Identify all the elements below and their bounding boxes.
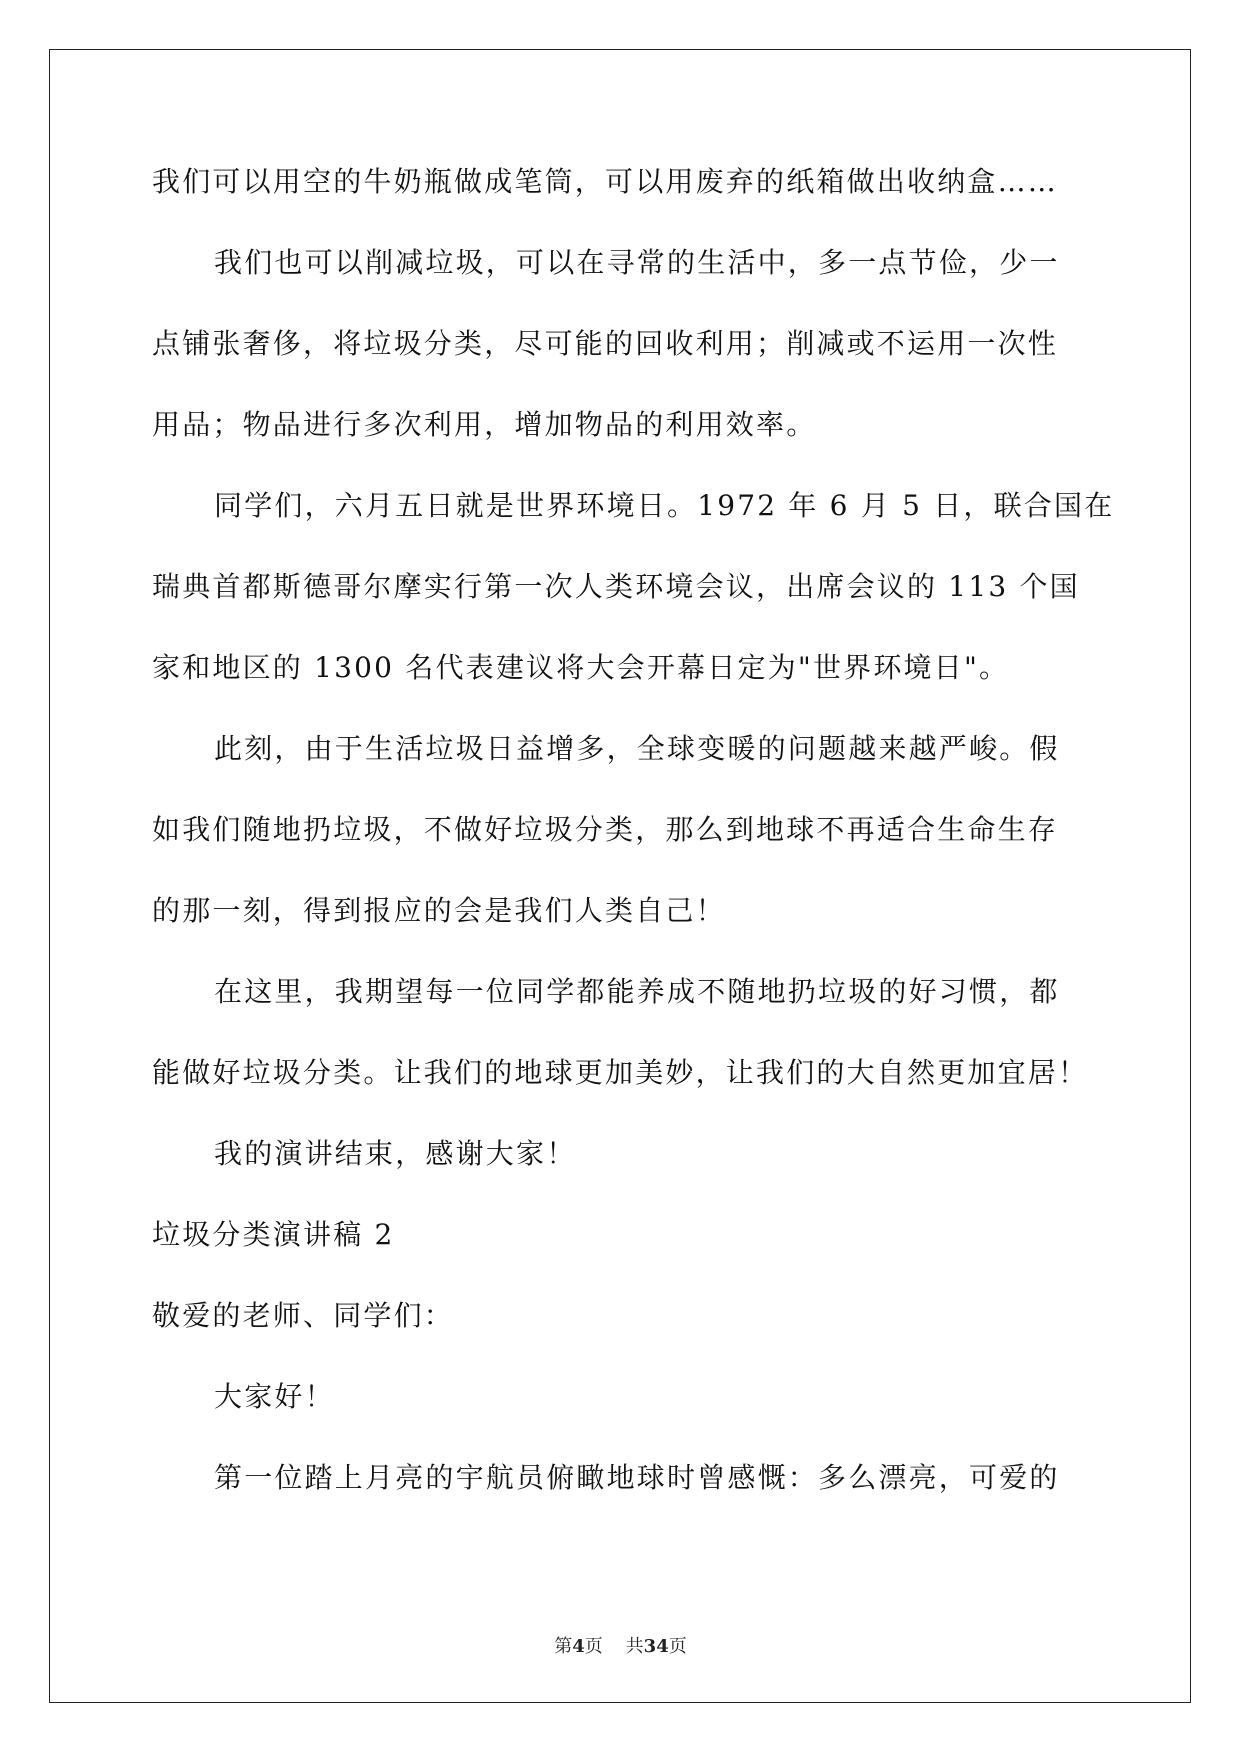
page-border: [49, 49, 1191, 1703]
paragraph-start: 同学们，六月五日就是世界环境日。1972 年 6 月 5 日，联合国在: [214, 489, 1115, 522]
page-number: 4: [572, 1636, 585, 1657]
paragraph-start: 第一位踏上月亮的宇航员俯瞰地球时曾感慨：多么漂亮，可爱的: [214, 1461, 1060, 1494]
page-footer: [0, 1635, 1241, 1659]
total-suffix: 页: [668, 1636, 687, 1657]
total-pages: 34: [643, 1636, 669, 1657]
text-line: 我们可以用空的牛奶瓶做成笔筒，可以用废弃的纸箱做出收纳盒……: [152, 165, 1059, 198]
page-suffix: 页: [584, 1636, 603, 1657]
paragraph-start: 在这里，我期望每一位同学都能养成不随地扔垃圾的好习惯，都: [214, 975, 1060, 1008]
text-line: 家和地区的 1300 名代表建议将大会开幕日定为"世界环境日"。: [152, 651, 1010, 684]
text-line: 点铺张奢侈，将垃圾分类，尽可能的回收利用；削减或不运用一次性: [152, 327, 1059, 360]
text-line: 用品；物品进行多次利用，增加物品的利用效率。: [152, 408, 817, 441]
paragraph-start: 我的演讲结束，感谢大家！: [214, 1137, 577, 1170]
paragraph-start: 我们也可以削减垃圾，可以在寻常的生活中，多一点节俭，少一: [214, 246, 1060, 279]
salutation: 敬爱的老师、同学们：: [152, 1299, 455, 1332]
text-line: 能做好垃圾分类。让我们的地球更加美妙，让我们的大自然更加宜居！: [152, 1056, 1089, 1089]
total-prefix: 共: [625, 1636, 644, 1657]
text-line: 如我们随地扔垃圾，不做好垃圾分类，那么到地球不再适合生命生存: [152, 813, 1059, 846]
page-prefix: 第: [554, 1636, 573, 1657]
section-title: 垃圾分类演讲稿 2: [152, 1218, 395, 1251]
text-line: 瑞典首都斯德哥尔摩实行第一次人类环境会议，出席会议的 113 个国: [152, 570, 1080, 603]
greeting: 大家好！: [214, 1380, 335, 1413]
text-line: 的那一刻，得到报应的会是我们人类自己！: [152, 894, 726, 927]
paragraph-start: 此刻，由于生活垃圾日益增多，全球变暖的问题越来越严峻。假: [214, 732, 1060, 765]
